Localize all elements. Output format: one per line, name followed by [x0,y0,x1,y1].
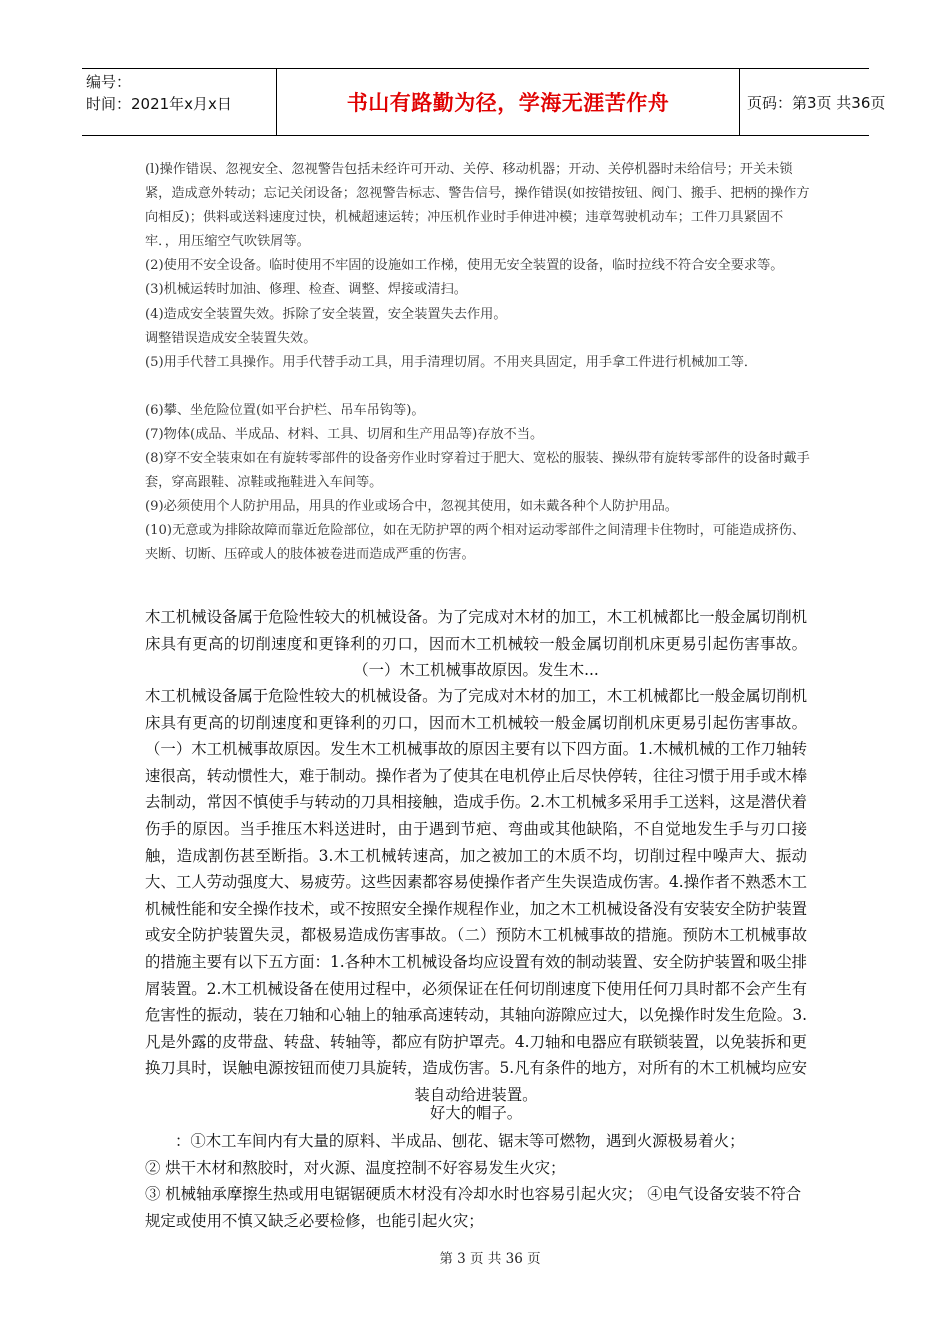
list-item: ③ 机械轴承摩擦生热或用电锯锯硬质木材没有冷却水时也容易引起火灾； ④电气设备安装不符合规定或使用不慎又缺乏必要检修，也能引起火灾； [145,1185,802,1230]
list-item: (6)攀、坐危险位置(如平台护栏、吊车吊钩等)。 [145,402,425,418]
unsafe-acts-list [145,158,815,568]
section-title: 好大的帽子。 [429,1104,523,1122]
list-item: ：①木工车间内有大量的原料、半成品、刨花、锯末等可燃物，遇到火源极易着火； [175,1132,745,1150]
header-info [82,69,277,135]
list-item: (3)机械运转时加油、修理、检查、调整、焊接或清扫。 [145,282,467,298]
list-item: (2)使用不安全设备。临时使用不牢固的设施如工作梯，使用无安全装置的设备，临时拉线不符合安全要求等。 [145,258,784,274]
list-item: (8)穿不安全装束如在有旋转零部件的设备旁作业时穿着过于肥大、宽松的服装、操纵带有旋转零部件的设备时戴手套，穿高跟鞋、凉鞋或拖鞋进入车间等。 [145,451,810,491]
summary-block [145,604,807,684]
list-item: (l)操作错误、忽视安全、忽视警告包括未经许可开动、关停、移动机器；开动、关停机器时未给信号；开关未锁紧，造成意外转动；忘记关闭设备；忽视警告标志、警告信号，操作错误(如按错按钮、阀门、搬手、把柄的操作方向相反)；供料或送料速度过快，机械超速运转；冲压机作业时手伸进冲模；违章驾驶机动车；工件刀具紧固不牢．，用压缩空气吹铁屑等。 [145,162,810,250]
fire-causes [145,1128,807,1234]
header-motto: 书山有路勤为径，学海无涯苦作舟 [277,69,740,135]
code-label: 编号： [86,73,132,91]
summary-paragraph: 木工机械设备属于危险性较大的机械设备。为了完成对木材的加工，木工机械都比一般金属切削机床具有更高的切削速度和更锋利的刃口，因而木工机械较一般金属切削机床更易引起伤害事故。（一）木工机械事故原因。发生木... [145,608,807,680]
list-item: (7)物体(成品、半成品、材料、工具、切屑和生产用品等)存放不当。 [145,426,544,442]
date-label: 时间：2021年x月x日 [86,95,232,113]
header-page-label: 页码：第3页 共36页 [747,93,886,112]
list-item: (4)造成安全装置失效。拆除了安全装置，安全装置失去作用。 [145,306,507,322]
list-item: (5)用手代替工具操作。用手代替手动工具，用手清理切屑。不用夹具固定，用手拿工件进行机械加工等． [145,354,758,370]
main-block [145,683,807,1109]
list-item: (9)必须使用个人防护用品，用具的作业或场合中，忽视其使用，如未戴各种个人防护用品。 [145,499,678,515]
list-item: 调整错误造成安全装置失效。 [145,330,317,346]
spacer [145,375,815,399]
list-item: (10)无意或为排除故障而靠近危险部位，如在无防护罩的两个相对运动零部件之间清理卡住物时，可能造成挤伤、夹断、切断、压碎或人的肢体被卷进而造成严重的伤害。 [145,523,806,563]
page-header [82,68,886,136]
page-footer: 第 3 页 共 36 页 [439,1251,541,1267]
main-paragraph: 木工机械设备属于危险性较大的机械设备。为了完成对木材的加工，木工机械都比一般金属切削机床具有更高的切削速度和更锋利的刃口，因而木工机械较一般金属切削机床更易引起伤害事故。（一）木工机械事故原因。发生木工机械事故的原因主要有以下四方面。1.木械机械的工作刀轴转速很高，转动惯性大，难于制动。操作者为了使其在电机停止后尽快停转，往往习惯于用手或木棒去制动，常因不慎使手与转动的刀具相接触，造成手伤。2.木工机械多采用手工送料，这是潜伏着伤手的原因。当手推压木料送进时，由于遇到节疤、弯曲或其他缺陷，不自觉地发生手与刃口接触，造成割伤甚至断指。3.木工机械转速高，加之被加工的木质不均，切削过程中噪声大、振动大、工人劳动强度大、易疲劳。这些因素都容易使操作者产生失误造成伤害。4.操作者不熟悉木工机械性能和安全操作技术，或不按照安全操作规程作业，加之木工机械设备没有安装安全防护装置或安全防护装置失灵，都极易造成伤害事故。（二）预防木工机械事故的措施。预防木工机械事故的措施主要有以下五方面：1.各种木工机械设备均应设置有效的制动装置、安全防护装置和吸尘排屑装置。2.木工机械设备在使用过程中，必须保证在任何切削速度下使用任何刀具时都不会产生有危害性的振动，装在刀轴和心轴上的轴承高速转动，其轴向游隙应过大，以免操作时发生危险。3.凡是外露的皮带盘、转盘、转轴等，都应有防护罩壳。4.刀轴和电器应有联锁装置，以免装拆和更换刀具时，误触电源按钮而使刀具旋转，造成伤害。5.凡有条件的地方，对所有的木工机械均应安装自动给进装置。 [145,687,807,1104]
list-item: ② 烘干木材和熬胶时，对火源、温度控制不好容易发生火灾； [145,1158,566,1177]
